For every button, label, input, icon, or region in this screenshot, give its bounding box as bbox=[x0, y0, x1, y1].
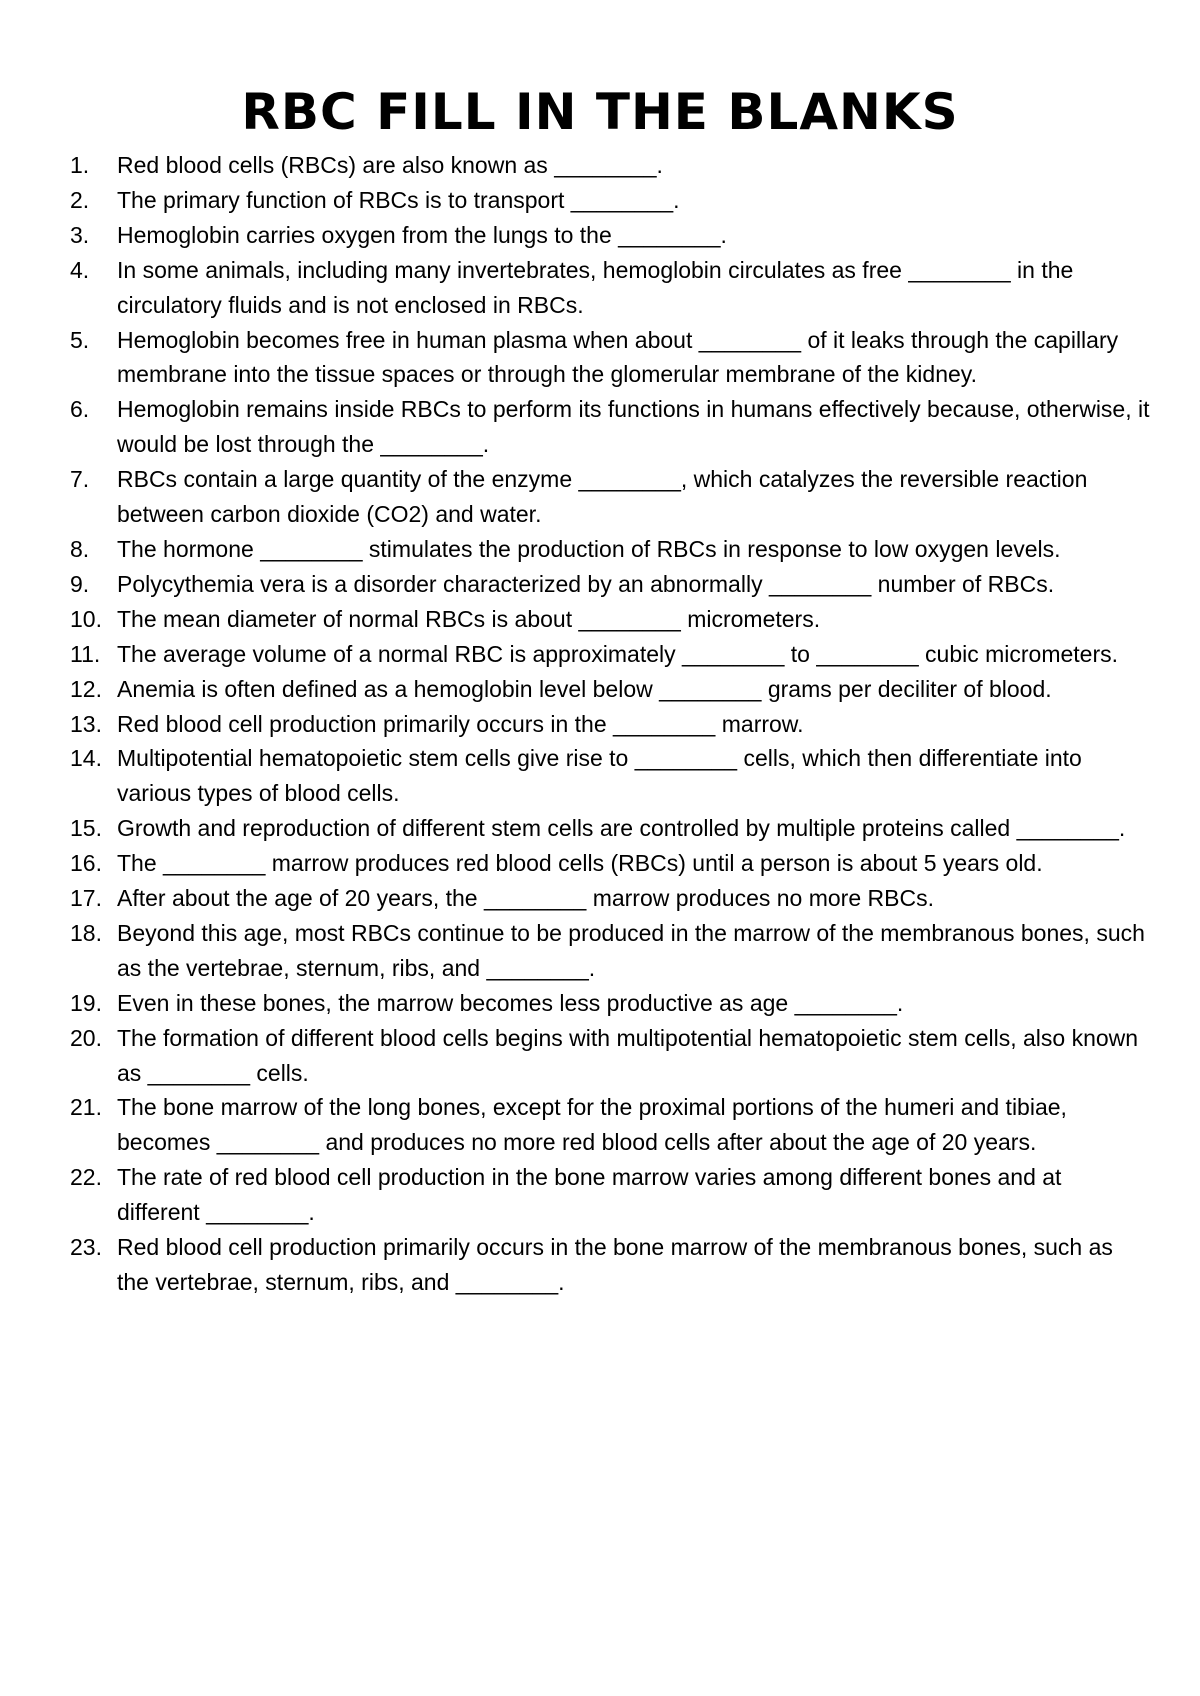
question-item bbox=[70, 567, 1150, 602]
question-item bbox=[70, 183, 1150, 218]
question-item bbox=[70, 532, 1150, 567]
question-item bbox=[70, 218, 1150, 253]
question-text: The rate of red blood cell production in the bone marrow varies among different bones and at different ________. bbox=[117, 1164, 1062, 1226]
question-item bbox=[70, 253, 1150, 323]
question-number: 3. bbox=[70, 221, 90, 248]
page-title: RBC FILL IN THE BLANKS bbox=[241, 83, 959, 141]
question-item bbox=[70, 462, 1150, 532]
question-text: Polycythemia vera is a disorder characterized by an abnormally ________ number of RBCs. bbox=[117, 570, 1055, 597]
question-text: The mean diameter of normal RBCs is about ________ micrometers. bbox=[117, 605, 821, 632]
question-number: 23. bbox=[70, 1234, 102, 1261]
question-number: 22. bbox=[70, 1164, 102, 1191]
question-item bbox=[70, 1230, 1150, 1300]
question-text: Red blood cells (RBCs) are also known as ________. bbox=[117, 152, 663, 178]
question-item bbox=[70, 1160, 1150, 1230]
question-number: 5. bbox=[70, 326, 90, 353]
question-number: 10. bbox=[70, 605, 102, 632]
question-text: The average volume of a normal RBC is approximately ________ to ________ cubic micrometers. bbox=[117, 640, 1119, 667]
question-number: 6. bbox=[70, 396, 90, 423]
question-text: The bone marrow of the long bones, except for the proximal portions of the humeri and tibiae, becomes ________ and produces no more red blood cells after about the age of 20 years. bbox=[117, 1094, 1067, 1156]
question-text: The formation of different blood cells begins with multipotential hematopoietic stem cells, also known as ________ cells. bbox=[117, 1024, 1139, 1086]
question-number: 9. bbox=[70, 570, 90, 597]
question-item bbox=[70, 811, 1150, 846]
question-number: 19. bbox=[70, 989, 102, 1016]
question-text: Hemoglobin remains inside RBCs to perform its functions in humans effectively because, otherwise, it would be lost through the ________. bbox=[117, 396, 1150, 458]
question-item bbox=[70, 741, 1150, 811]
question-text: Hemoglobin carries oxygen from the lungs to the ________. bbox=[117, 221, 727, 248]
question-item bbox=[70, 1021, 1150, 1091]
question-number: 13. bbox=[70, 710, 102, 737]
question-item bbox=[70, 916, 1150, 986]
question-item bbox=[70, 881, 1150, 916]
question-number: 7. bbox=[70, 466, 90, 493]
question-item bbox=[70, 707, 1150, 742]
question-item bbox=[70, 392, 1150, 462]
question-text: Red blood cell production primarily occurs in the ________ marrow. bbox=[117, 710, 804, 737]
question-number: 2. bbox=[70, 186, 90, 213]
question-number: 8. bbox=[70, 535, 90, 562]
question-number: 18. bbox=[70, 919, 102, 946]
question-text: Anemia is often defined as a hemoglobin level below ________ grams per deciliter of blood. bbox=[117, 675, 1052, 702]
question-number: 15. bbox=[70, 815, 102, 842]
question-text: Red blood cell production primarily occurs in the bone marrow of the membranous bones, such as the vertebrae, sternum, ribs, and ________. bbox=[117, 1234, 1113, 1295]
question-text: Multipotential hematopoietic stem cells give rise to ________ cells, which then differentiate into various types of blood cells. bbox=[117, 745, 1082, 807]
question-text: In some animals, including many invertebrates, hemoglobin circulates as free ________ in the circulatory fluids and is not enclosed in RBCs. bbox=[117, 256, 1074, 318]
question-list bbox=[70, 148, 1150, 1300]
question-number: 12. bbox=[70, 675, 102, 702]
question-item bbox=[70, 672, 1150, 707]
question-text: RBCs contain a large quantity of the enzyme ________, which catalyzes the reversible reaction between carbon dioxide (CO2) and water. bbox=[117, 466, 1088, 528]
question-number: 14. bbox=[70, 745, 102, 772]
question-text: Hemoglobin becomes free in human plasma when about ________ of it leaks through the capillary membrane into the tissue spaces or through the glomerular membrane of the kidney. bbox=[117, 326, 1119, 388]
question-item bbox=[70, 986, 1150, 1021]
question-item bbox=[70, 637, 1150, 672]
question-text: Even in these bones, the marrow becomes less productive as age ________. bbox=[117, 989, 904, 1016]
question-text: The primary function of RBCs is to transport ________. bbox=[117, 186, 680, 213]
question-item bbox=[70, 323, 1150, 393]
question-item bbox=[70, 148, 1150, 183]
question-item bbox=[70, 1090, 1150, 1160]
question-number: 16. bbox=[70, 850, 102, 877]
question-number: 17. bbox=[70, 885, 102, 912]
question-item bbox=[70, 846, 1150, 881]
question-number: 11. bbox=[70, 640, 101, 667]
question-number: 21. bbox=[70, 1094, 102, 1121]
question-text: Growth and reproduction of different stem cells are controlled by multiple proteins called ________. bbox=[117, 815, 1126, 842]
question-number: 1. bbox=[70, 152, 90, 178]
question-number: 4. bbox=[70, 256, 90, 283]
question-text: The hormone ________ stimulates the production of RBCs in response to low oxygen levels. bbox=[117, 535, 1061, 562]
question-text: The ________ marrow produces red blood cells (RBCs) until a person is about 5 years old. bbox=[117, 850, 1043, 877]
question-text: After about the age of 20 years, the ________ marrow produces no more RBCs. bbox=[117, 885, 934, 912]
question-text: Beyond this age, most RBCs continue to be produced in the marrow of the membranous bones, such as the vertebrae, sternum, ribs, and ________. bbox=[117, 919, 1145, 981]
question-item bbox=[70, 602, 1150, 637]
question-number: 20. bbox=[70, 1024, 102, 1051]
